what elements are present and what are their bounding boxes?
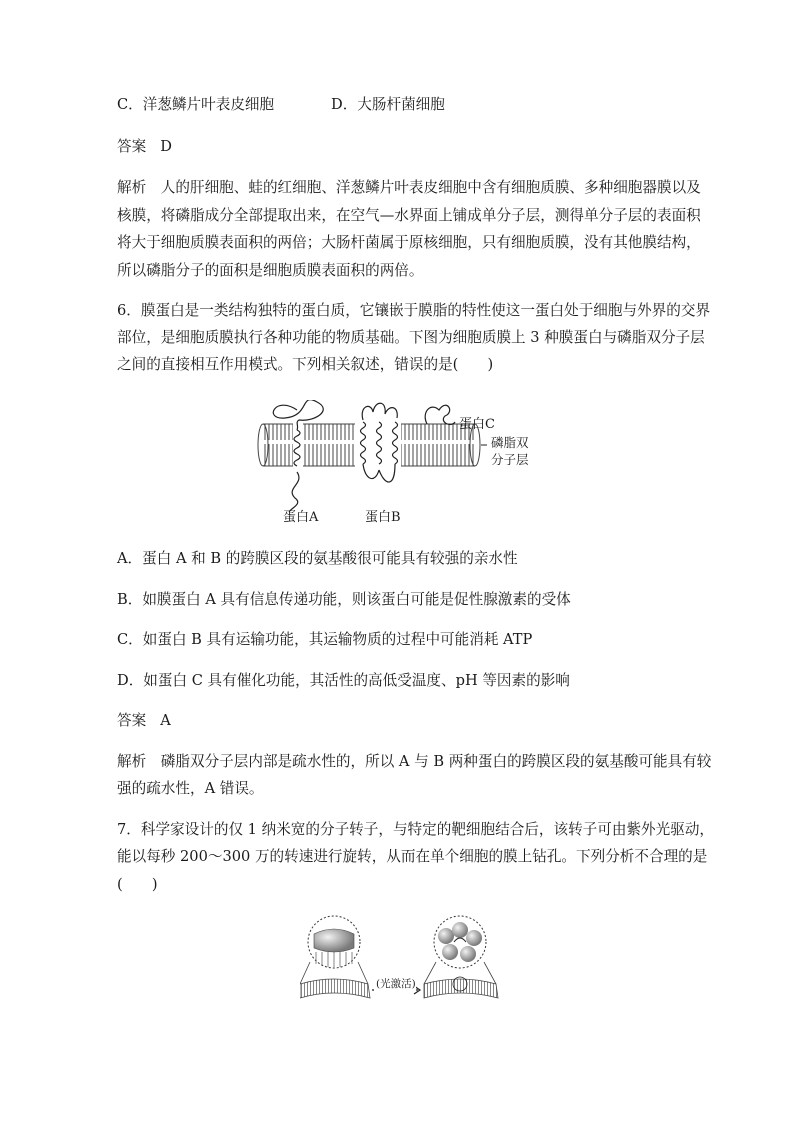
q7-stem-line-1: 7．科学家设计的仅 1 纳米宽的分子转子，与特定的靶细胞结合后，该转子可由紫外光驱动， (117, 821, 715, 838)
protein-b-shape (361, 403, 398, 482)
phospholipid-bilayer (258, 424, 480, 466)
rotor-before-activation (300, 916, 370, 998)
q6-option-d: D．如蛋白 C 具有催化功能，其活性的高低受温度、pH 等因素的影响 (117, 672, 570, 689)
q6-option-c: C．如蛋白 B 具有运输功能，其运输物质的过程中可能消耗 ATP (117, 631, 533, 648)
rotor-after-activation (424, 916, 498, 998)
q5-analysis-line-3: 将大于细胞质膜表面积的两倍；大肠杆菌属于原核细胞，只有细胞质膜，没有其他膜结构， (117, 234, 701, 251)
q7-stem-line-3: ( ) (117, 876, 158, 893)
answer-value: A (160, 712, 171, 729)
q6-analysis-line-1: 解析 磷脂双分子层内部是疏水性的，所以 A 与 B 两种蛋白的跨膜区段的氨基酸可能具有较 (117, 753, 712, 770)
membrane-protein-figure (255, 400, 545, 530)
q7-stem-line-2: 能以每秒 200～300 万的转速进行旋转，从而在单个细胞的膜上钻孔。下列分析不合理的是 (117, 848, 708, 865)
q5-option-c: C．洋葱鳞片叶表皮细胞 (117, 96, 275, 113)
q5-analysis-line-4: 所以磷脂分子的面积是细胞质膜表面积的两倍。 (117, 262, 424, 279)
q5-option-d: D．大肠杆菌细胞 (331, 96, 445, 113)
protein-a-label: 蛋白A (283, 510, 319, 525)
answer-label: 答案 (117, 138, 147, 155)
light-activation-label: (光激活) (376, 978, 416, 990)
q5-analysis-line-2: 核膜，将磷脂成分全部提取出来，在空气—水界面上铺成单分子层，测得单分子层的表面积 (117, 207, 701, 224)
q6-stem-line-1: 6．膜蛋白是一类结构独特的蛋白质，它镶嵌于膜脂的特性使这一蛋白处于细胞与外界的交界 (117, 302, 711, 319)
bilayer-label-line-2: 分子层 (491, 452, 529, 467)
answer-label: 答案 (117, 712, 147, 729)
q6-option-b: B．如膜蛋白 A 具有信息传递功能，则该蛋白可能是促性腺激素的受体 (117, 591, 571, 608)
q5-analysis-line-1: 解析 人的肝细胞、蛙的红细胞、洋葱鳞片叶表皮细胞中含有细胞质膜、多种细胞器膜以及 (117, 179, 701, 196)
protein-b-label: 蛋白B (365, 510, 401, 525)
protein-c-shape (425, 405, 455, 424)
q6-stem-line-3: 之间的直接相互作用模式。下列相关叙述，错误的是( ) (117, 356, 494, 373)
bilayer-label-line-1: 磷脂双 (491, 435, 529, 450)
q6-stem-line-2: 部位，是细胞质膜执行各种功能的物质基础。下图为细胞质膜上 3 种膜蛋白与磷脂双分子层 (117, 329, 705, 346)
answer-value: D (160, 138, 172, 155)
protein-c-label: 蛋白C (459, 417, 495, 432)
molecular-rotor-figure (300, 912, 500, 1012)
q6-analysis-line-2: 强的疏水性，A 错误。 (117, 780, 264, 797)
q5-answer (117, 137, 172, 157)
q6-answer (117, 711, 171, 731)
q6-option-a: A．蛋白 A 和 B 的跨膜区段的氨基酸很可能具有较强的亲水性 (117, 550, 518, 567)
